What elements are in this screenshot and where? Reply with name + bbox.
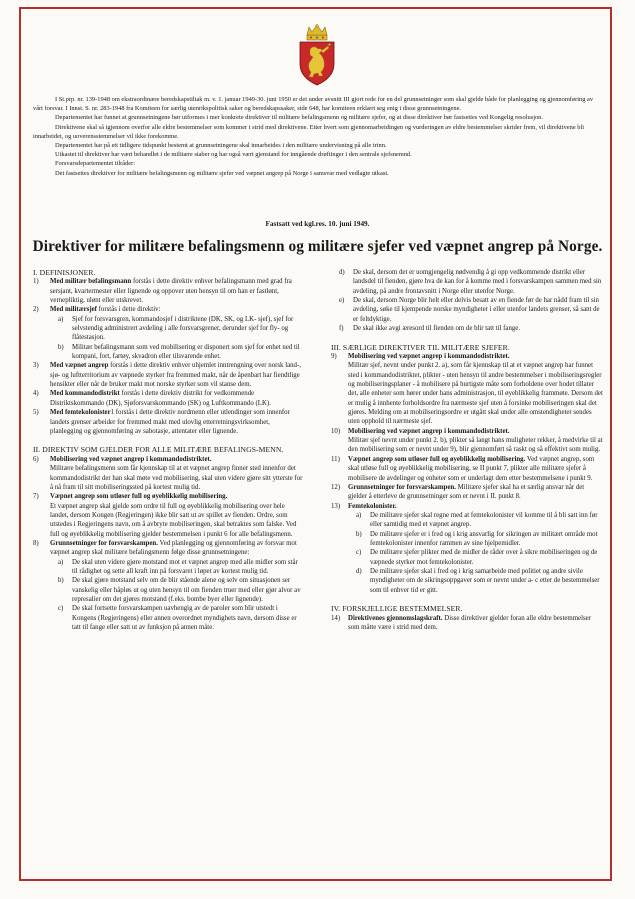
sub-item [348, 511, 604, 530]
article-number: 8) [33, 539, 39, 547]
article-heading: Med femtekolonister [50, 409, 111, 417]
article [33, 361, 303, 389]
article-text: Militær sjef, nevnt under punkt 2. a), som får kjennskap til at et væpnet angrep har funnet sted i kommandodistriktet, plikter - uten hensyn til andre bestemmelser i mobiliseringsregler og mobiliseringsplaner - å mobilisere på hurtigste måte som forholdene over hodet tillater det, alle enheter som hører under hans administrasjon, til øyeblikkelig frammøte. Dersom det er mulig å innhente forholdsordre fra nærmeste sjef uten å forsinke mobiliseringen skal det gjøres. Melding om at mobiliseringsordre er utgått skal under alle omstendigheter sendes uten opphold til nærmeste sjef. [348, 362, 603, 426]
sub-item-label: a) [356, 511, 362, 519]
sub-item [331, 324, 604, 333]
article-text: forstås i dette direktiv: [96, 306, 161, 314]
article-text: forstås i dette direktiv enhver uhjemlet inntrengning over norsk land-, sjø- og luftterritorium av væpnede styrker fra fremmed makt, når de åpenbart har fiendtlige hensikter eller når de bruker makt mot norske styrker som vil stanse dem. [50, 362, 301, 389]
article-heading: Grunnsetninger for forsvarskampen. [348, 483, 456, 491]
section-heading: II. DIREKTIV SOM GJELDER FOR ALLE MILITÆRE BEFALINGS-MENN. [33, 445, 284, 455]
sub-item [348, 567, 604, 595]
article-number: 11) [331, 455, 340, 463]
article [331, 483, 604, 502]
article-number: 12) [331, 483, 341, 491]
sub-item-label: a) [58, 315, 64, 323]
article-number: 14) [331, 614, 341, 622]
sub-item [348, 530, 604, 549]
article-heading: Direktivenes gjennomslagskraft. [348, 614, 443, 622]
sub-item-text: De skal, dersom Norge blir helt eller delvis besatt av en fiende før de har nådd fram til sin avdeling, søke til kjempende norske myndigheter i eller utenfor landets grenser, så sant de er feltdyktige. [353, 297, 600, 323]
article [331, 455, 604, 483]
article-number: 6) [33, 455, 39, 463]
article-number: 13) [331, 502, 341, 510]
sub-item-text: Militær befalingsmann som ved mobilisering er disponert som sjef for enhet ned til kompani, fort, fartøy, skvadron eller tilsvarende enhet. [72, 343, 300, 361]
article-text: Militære befalingsmenn som får kjennskap til at et væpnet angrep finner sted innenfor det kommandodistrikt der han skal møte ved mobilisering, skal uten videre gjøre sitt ytterste for å nå fram til sitt mobiliseringssted på kortest mulig tid. [50, 465, 303, 491]
article [33, 492, 303, 539]
article-number: 10) [331, 427, 341, 435]
section-heading: I. DEFINISJONER. [33, 268, 96, 277]
enactment-note: Fastsatt ved kgl.res. 10. juni 1949. [265, 220, 370, 228]
sub-item-text: De skal, dersom det er uomgjengelig nødvendig å gi opp vedkommende distrikt eller landsdel til fienden, gjøre hva de kan for å komme med i forsvarskampen sammen med sin avdeling, på andre frontavsnitt i Norge eller utenfor Norge. [353, 269, 602, 295]
document-title: Direktiver for militære befalingsmenn og militære sjefer ved væpnet angrep på Norge. [32, 238, 603, 255]
sub-item-text: Sjef for forsvarsgren, kommandosjef i distriktene (DK, SK, og LK- sjef), sjef for selvstendig administrert avdeling i alle forsvarsgrener, derunder sjef for fly- og flåtestasjon. [72, 315, 294, 342]
sub-item-text: De militære sjefer skal i fred og i krig samarbeide med politiet og andre sivile myndigheter om de sikringsoppgaver som er nevnt under a- c etter de bestemmelser som til enhver tid er gitt. [370, 567, 600, 594]
sub-item-text: De skal gjøre motstand selv om de blir stående alene og selv om situasjonen ser vanskelig eller håpløs ut og uten hensyn til om fienden truer med eller gjør alvor av represalier om det gjøres motstand (f.eks. bombe byer eller lignende). [72, 577, 301, 603]
sub-item-label: d) [356, 567, 362, 575]
sub-item-text: De skal ikke avgi æresord til fienden om de blir tatt til fange. [353, 325, 521, 333]
intro-paragraph: Departementet har på ett tidligere tidspunkt bestemt at grunnsetningene skal innarbeides i den militære undervisning på alle trinn. [55, 142, 387, 150]
sub-item-label: e) [339, 297, 345, 305]
article-text: Ved planlegging og gjennomføring av forsvar mot væpnet angrep skal militære befalingsmenn følge disse grunnsetningene: [50, 539, 297, 557]
coat-of-arms-icon [297, 24, 337, 86]
section-heading: III. SÆRLIGE DIREKTIVER TIL MILITÆRE SJEFER. [331, 342, 510, 352]
sub-item-label: b) [356, 530, 362, 538]
sub-item [50, 343, 303, 362]
intro-paragraph: Departementet har funnet at grunnsetningene bør utformes i mer konkrete direktiver til militære befalingsmenn og militære sjefer, og at disse direktiver bør fastsettes ved Kongelig resolusjon. [55, 114, 543, 122]
article-text: forstås i dette direktiv enhver befalingsmann med grad fra sersjant, kvartermester eller lignende og oppover uten hensyn til om han er fastlønt, vernepliktig, ulønt eller utskrevet. [50, 278, 292, 305]
intro-paragraph: I St.prp. nr. 139-1948 om ekstraordinære beredskapstiltak m. v. 1. januar 1949-30. juni 1950 er det under avsnitt III gjort rede for en del grunnsetninger som skal gjelde både for planlegging og gjennomføring av vårt forsvar. I Innst. S. nr. 283-1948 fra Komiteen for særlig utenrikspolitisk saker og beredskapssaker, side 648, har komiteen erklært seg enig i disse grunnsetningene. [33, 96, 594, 113]
section-heading: IV. FORSKJELLIGE BESTEMMELSER. [331, 604, 463, 614]
article [331, 614, 604, 633]
right-column [331, 268, 604, 632]
sub-item [331, 268, 604, 296]
sub-item-text: De militære sjefer er i fred og i krig ansvarlig for sikringen av militært område mot femtekolonister innenfor rammen av sine hjelpemidler. [370, 530, 598, 547]
article [331, 502, 604, 595]
article-number: 1) [33, 278, 39, 286]
article-heading: Med militærsjef [50, 306, 97, 314]
article-heading: Væpnet angrep som utløser full og øyeblikkelig mobilisering. [348, 455, 526, 463]
intro-paragraph: Det fastsettes direktiver for militære befalingsmenn og militære sjefer ved væpnet angrep på Norge i samsvar med vedlagte utkast. [55, 169, 389, 177]
article-heading: Femtekolonister. [348, 502, 397, 510]
article-text: Et væpnet angrep skal gjelde som ordre til full og øyeblikkelig mobilisering over hele landet, dersom Kongen (Regjeringen) ikke blir satt ut av spillet av fienden. Ordre, som utstedes i Regjeringens navn, om å avbryte mobiliseringen, skal betraktes som falske. Ved full og øyeblikkelig mobilisering gjelder bestemmelsen i punkt 6 for alle befalingsmenn. [50, 502, 297, 538]
intro-paragraph: Utkastet til direktiver har vært behandlet i de militære staber og har også vært gjenstand for inngående drøftinger i den sentrale sjefsnemnd. [55, 151, 412, 159]
article-number: 9) [331, 353, 337, 361]
left-column [33, 268, 303, 632]
article-text: forstås i dette direktiv distrikt for vedkommende Distriktskommando (DK), Sjøforsvarskommando (SK) og Luftkommando (LK). [50, 390, 271, 407]
article [33, 277, 303, 305]
article [33, 389, 303, 408]
sub-item-label: d) [339, 269, 345, 276]
article-number: 7) [33, 493, 39, 501]
intro-paragraph: Direktivene skal så igjennom overfor alle eldre bestemmelser som kommer i strid med direktivene. Etter hvert som gjennomarbeidingen og vurderingen av eldre bestemmelser skrider frem, vil direktivene bli innarbeidet, og uoverensstemmelser vil ikke forekomme. [33, 123, 585, 140]
article-heading: Mobilisering ved væpnet angrep i kommandodistriktet. [50, 455, 212, 463]
article-text: Militær sjef nevnt under punkt 2. b), plikter så langt hans muligheter rekker, å medvirke til at den mobilisering som er nevnt under 9), blir gjennomført så raskt og så effektivt som mulig. [348, 437, 603, 454]
article-number: 2) [33, 306, 39, 314]
article-text: Ved væpnet angrep, som skal utløse full og øyeblikkelig mobilisering, se II punkt 7, plikter alle militære sjefer å mobilisere de avdelinger og enheter som er underlagt dem etter bestemmelsene i punkt 9. [348, 455, 595, 482]
sub-item [331, 296, 604, 324]
article [33, 455, 303, 492]
sub-item-text: De skal fortsette forsvarskampen uavhengig av de paroler som blir utstedt i Kongens (Regjeringens) eller annen overordnet myndighets navn, dersom disse er tatt til fange eller satt ut av funksjon på annen måte. [72, 605, 297, 632]
article-heading: Mobilisering ved væpnet angrep i kommandodistriktet. [348, 353, 510, 361]
article [33, 408, 303, 436]
article-heading: Grunnsetninger for forsvarskampen. [50, 539, 158, 547]
article [33, 305, 303, 361]
sub-item [50, 604, 303, 632]
sub-item-text: De skal uten videre gjøre motstand mot et væpnet angrep med alle midler som står til rådighet og sette all kraft inn på forsvaret i løpet av kortest mulig tid. [72, 558, 298, 575]
article [331, 427, 604, 455]
article-number: 4) [33, 390, 39, 398]
sub-item-label: c) [58, 605, 64, 613]
article-heading: Med militær befalingsmann [50, 278, 132, 286]
sub-item [50, 558, 303, 577]
sub-item-label: b) [58, 343, 64, 351]
article-heading: Med væpnet angrep [50, 362, 109, 370]
crown-icon [307, 24, 327, 40]
article-text: 1 forstås i dette direktiv nordmenn eller utlendinger som innenfor landets grenser arbeider for fremmed makt med ulovlig etterretningsvirksomhet, planlegging og gjennomføring av sabotasje, attentater eller lignende. [50, 409, 290, 435]
article-number: 3) [33, 362, 39, 370]
article-text: Disse direktiver gjelder foran alle eldre bestemmelser som måtte være i strid med dem. [348, 614, 591, 631]
article [33, 539, 303, 632]
sub-item-label: a) [58, 558, 64, 566]
intro-paragraph: Forsvarsdepartementet tilråder: [55, 160, 136, 168]
sub-item [348, 548, 604, 567]
sub-item-text: De militære sjefer skal regne med at femtekolonister vil komme til å bli satt inn før eller samtidig med et væpnet angrep. [370, 511, 598, 529]
sub-item-text: De militære sjefer plikter med de midler de råder over å sikre mobiliseringen og de væpnede styrker mot femtekolonister. [370, 549, 598, 566]
sub-item [50, 576, 303, 604]
article-number: 5) [33, 409, 39, 417]
article-heading: Mobilisering ved væpnet angrep i kommandodistriktet. [348, 427, 510, 435]
sub-item-label: c) [356, 549, 362, 557]
sub-item [50, 315, 303, 343]
article-heading: Væpnet angrep som utløser full og øyeblikkelig mobilisering. [50, 493, 228, 501]
sub-item-label: b) [58, 577, 64, 585]
article [331, 352, 604, 427]
introduction [33, 95, 603, 178]
article-heading: Med kommandodistrikt [50, 390, 120, 398]
sub-item-label: f) [339, 325, 344, 333]
article-text: Militære sjefer skal ha et særlig ansvar når det gjelder å etterleve de grunnsetninger som er nevnt i II. punkt 8. [348, 483, 585, 501]
